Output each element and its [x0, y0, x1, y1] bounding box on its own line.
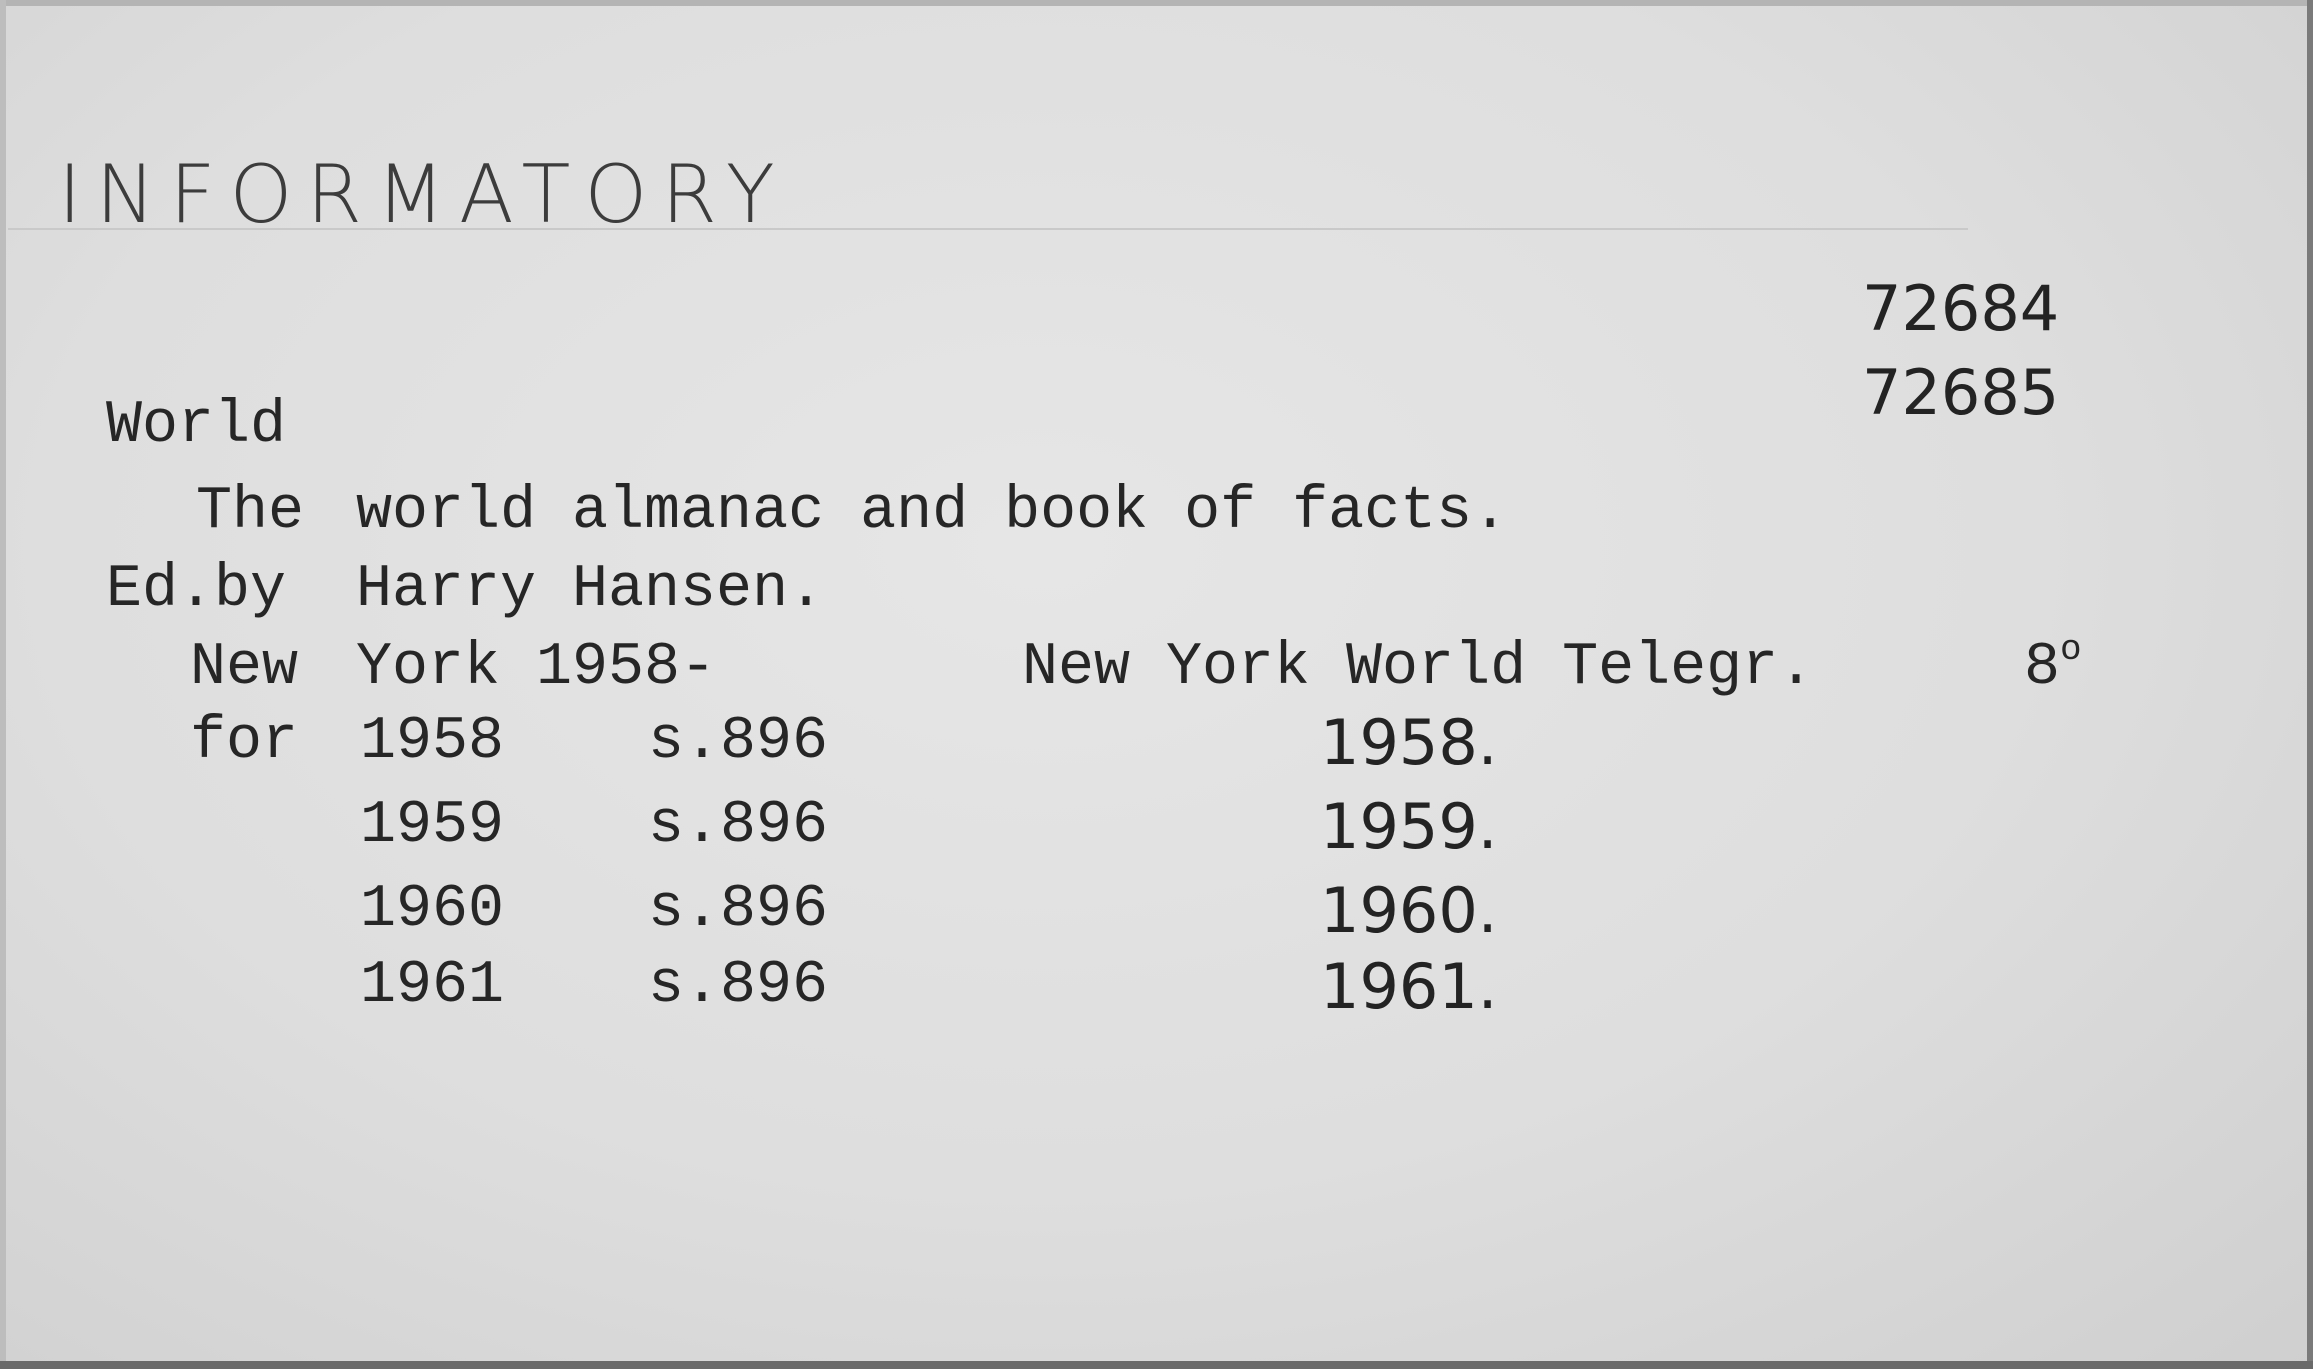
editor-text: Harry Hansen.: [356, 556, 825, 624]
main-entry: World: [106, 392, 287, 460]
card-edge-left: [0, 0, 6, 1369]
holding-copy: 1960.: [1320, 874, 1498, 947]
imprint-publisher: New York World Telegr.: [1022, 634, 1815, 702]
call-number-1: 72684: [1862, 272, 2060, 345]
call-number-2: 72685: [1862, 356, 2060, 429]
imprint-lead: New: [190, 634, 299, 702]
title-lead: The: [196, 478, 305, 546]
imprint-place-date: York 1958-: [356, 634, 717, 702]
format-size: 8$^o$: [2024, 629, 2082, 702]
card-edge-right: [2307, 0, 2313, 1369]
holding-year: 1961: [360, 952, 505, 1020]
editor-lead: Ed.by: [106, 556, 287, 624]
holding-copy: 1958.: [1320, 706, 1498, 779]
holdings-lead: for: [190, 708, 299, 776]
holding-year: 1959: [360, 792, 505, 860]
holding-shelfmark: s.896: [648, 708, 829, 776]
holding-shelfmark: s.896: [648, 792, 829, 860]
holding-shelfmark: s.896: [648, 952, 829, 1020]
holding-year: 1960: [360, 876, 505, 944]
card-heading: INFORMATORY: [58, 148, 789, 241]
card-edge-bottom: [0, 1361, 2313, 1369]
holding-year: 1958: [360, 708, 505, 776]
title-text: world almanac and book of facts.: [356, 478, 1509, 546]
card-edge-top: [0, 0, 2313, 6]
holding-shelfmark: s.896: [648, 876, 829, 944]
holding-copy: 1959.: [1320, 790, 1498, 863]
holding-copy: 1961.: [1320, 950, 1498, 1023]
